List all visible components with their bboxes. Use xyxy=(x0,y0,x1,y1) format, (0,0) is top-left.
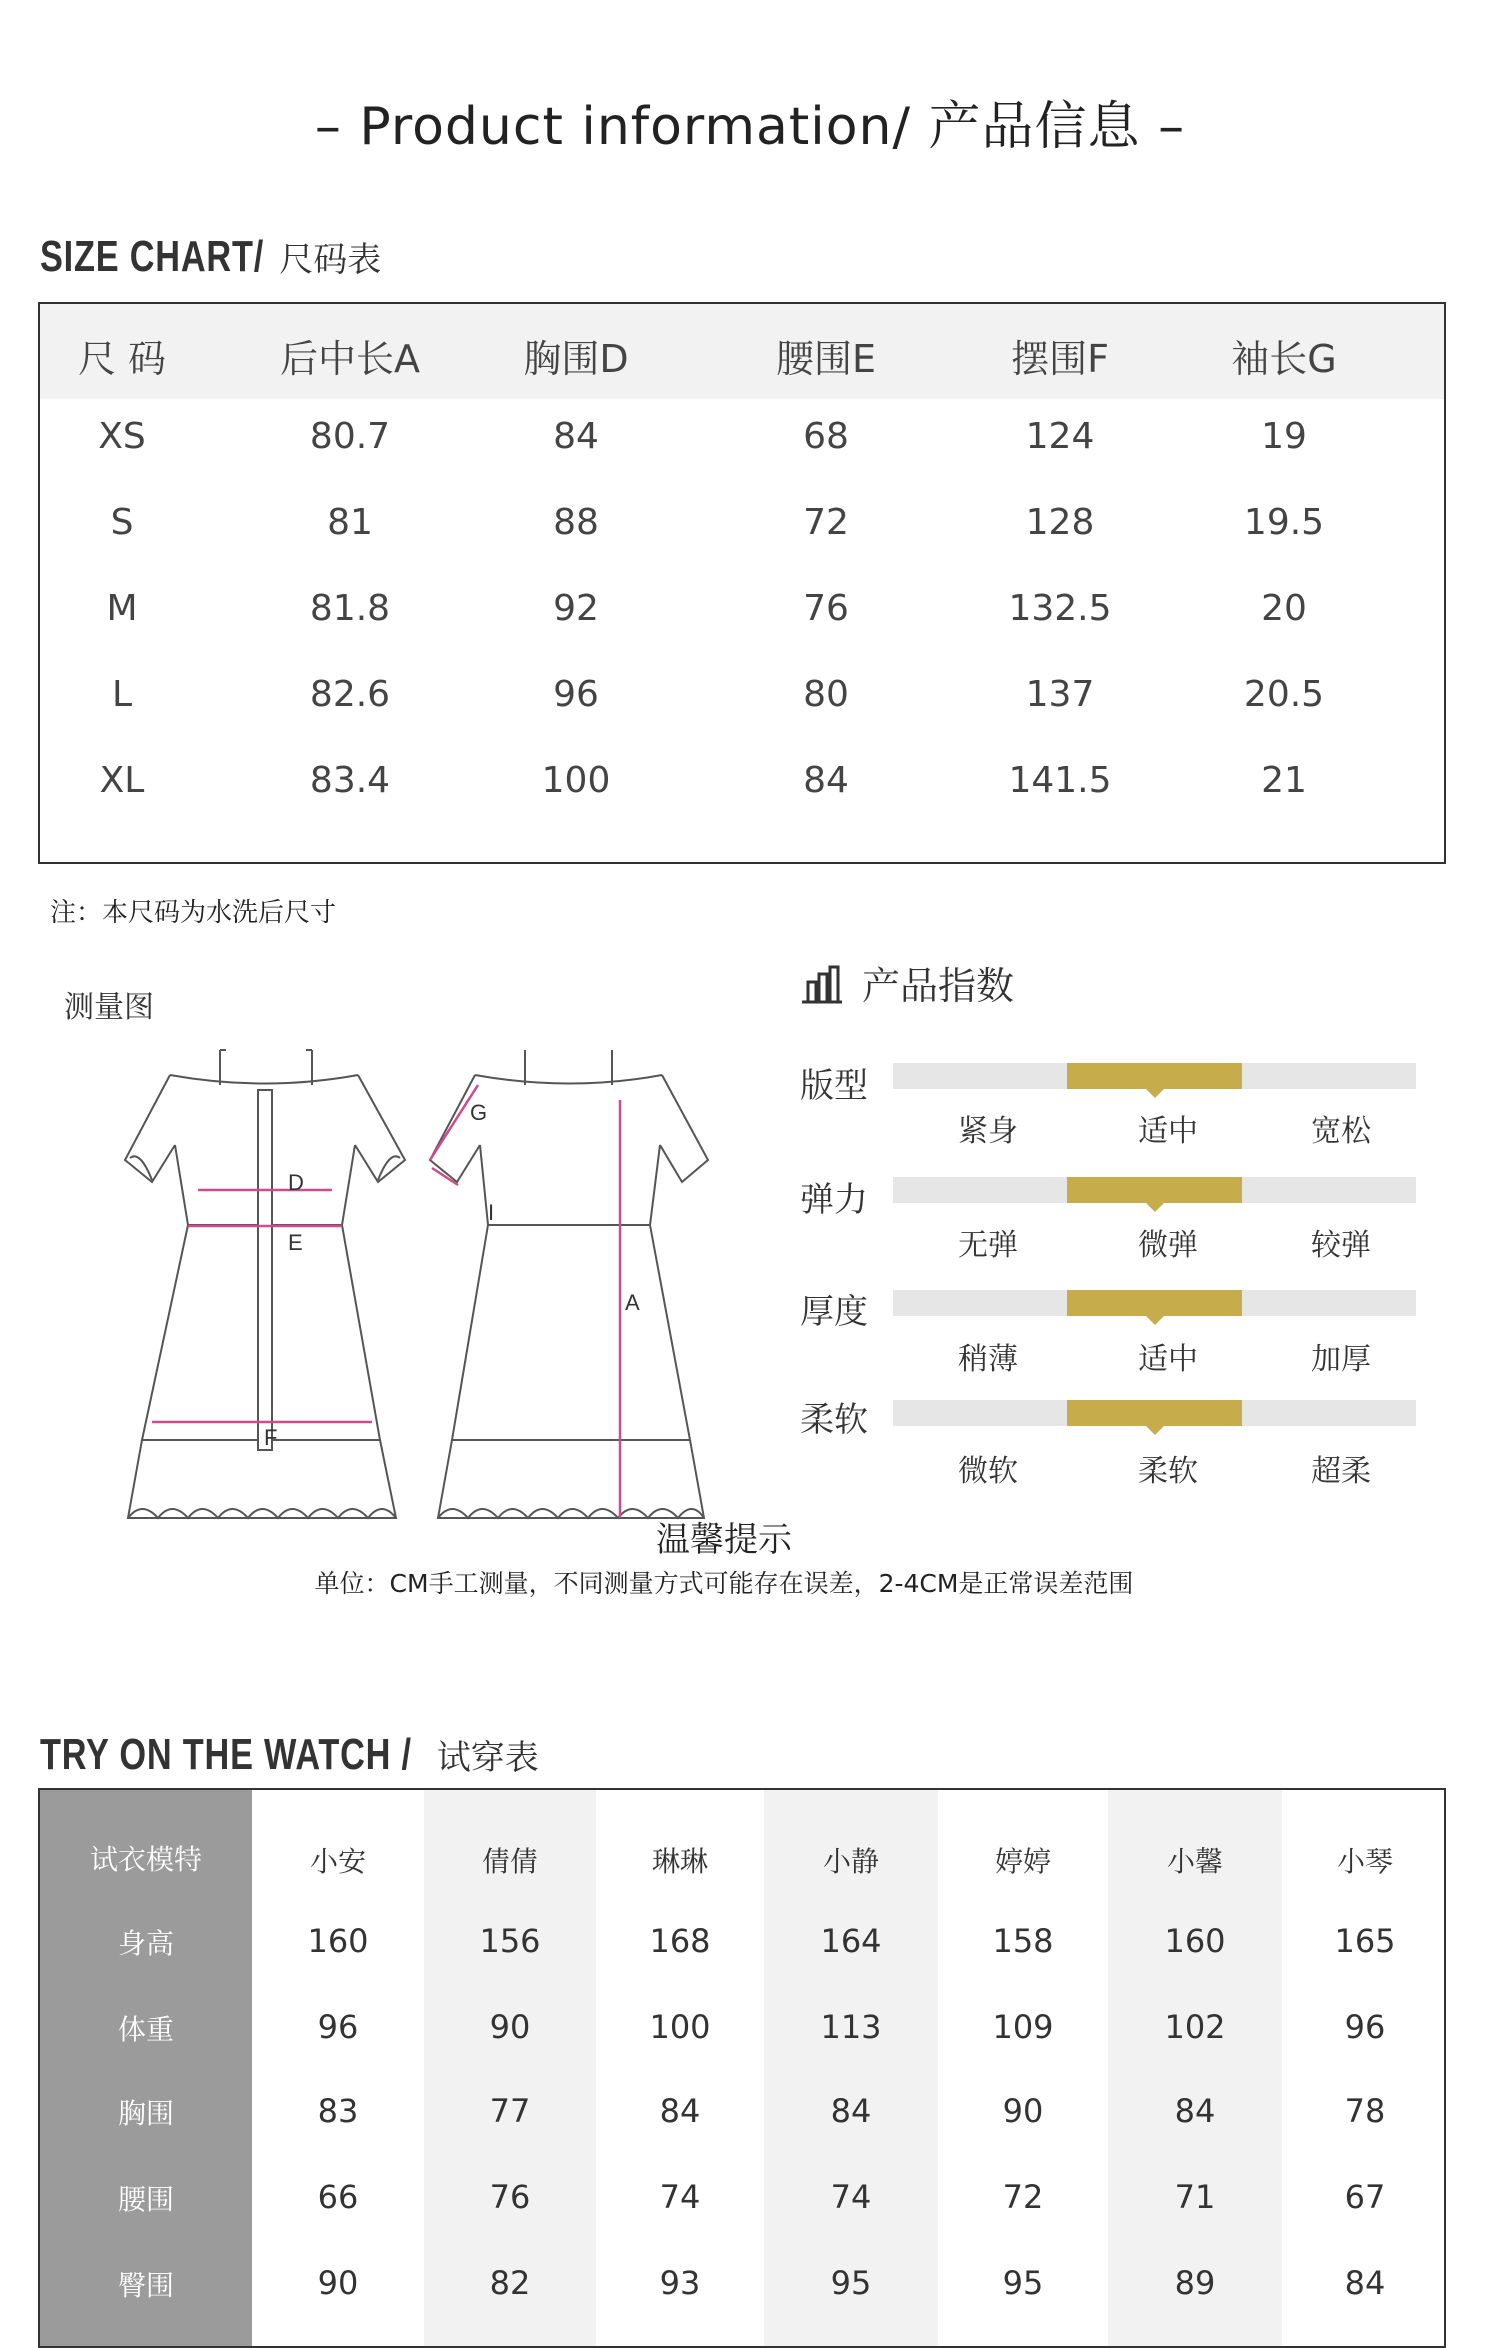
bar-chart-icon xyxy=(800,964,844,1013)
try-on-model-name: 婷婷 xyxy=(994,1845,1051,1878)
index-bar-pointer xyxy=(1146,1203,1164,1212)
marker-f: F xyxy=(264,1425,278,1450)
index-label: 柔软 xyxy=(800,1400,868,1440)
index-label: 厚度 xyxy=(800,1292,868,1332)
index-label: 弹力 xyxy=(800,1180,868,1220)
try-on-value: 72 xyxy=(1002,2178,1044,2216)
try-on-value: 100 xyxy=(649,2008,711,2046)
index-bar xyxy=(893,1177,1416,1203)
try-on-value: 109 xyxy=(992,2008,1054,2046)
try-on-row-label: 臀围 xyxy=(117,2269,174,2302)
try-on-model-column xyxy=(764,1790,938,2348)
index-option: 适中 xyxy=(1138,1342,1198,1377)
measure-lines xyxy=(152,1085,620,1518)
index-bar-fill xyxy=(1067,1400,1241,1426)
try-on-value: 158 xyxy=(992,1922,1054,1960)
try-on-value: 82 xyxy=(489,2264,531,2302)
size-note: 注：本尺码为水洗后尺寸 xyxy=(50,898,337,928)
measurement-diagram xyxy=(100,1030,780,1520)
size-cell: 100 xyxy=(541,760,611,801)
size-cell: 84 xyxy=(553,416,599,457)
try-on-value: 78 xyxy=(1344,2092,1386,2130)
index-bar xyxy=(893,1063,1416,1089)
size-cell: 76 xyxy=(803,588,849,629)
measure-diagram-label: 测量图 xyxy=(64,990,154,1025)
size-chart-table xyxy=(38,302,1446,864)
try-on-value: 168 xyxy=(649,1922,711,1960)
size-cell: 141.5 xyxy=(1008,760,1112,801)
try-on-value: 74 xyxy=(659,2178,701,2216)
index-option: 紧身 xyxy=(958,1114,1018,1149)
index-option: 加厚 xyxy=(1311,1342,1371,1377)
size-cell: 19 xyxy=(1261,416,1307,457)
marker-i: I xyxy=(488,1200,495,1225)
try-on-value: 84 xyxy=(1344,2264,1386,2302)
try-on-value: 84 xyxy=(659,2092,701,2130)
size-cell: 20 xyxy=(1261,588,1307,629)
size-cell: 83.4 xyxy=(309,760,391,801)
try-on-value: 90 xyxy=(1002,2092,1044,2130)
size-cell: 72 xyxy=(803,502,849,543)
index-option: 超柔 xyxy=(1311,1454,1371,1489)
size-cell: 80 xyxy=(803,674,849,715)
size-cell: 20.5 xyxy=(1243,674,1325,715)
try-on-model-name: 小安 xyxy=(309,1845,366,1878)
size-cell: L xyxy=(111,674,133,715)
try-on-value: 96 xyxy=(1344,2008,1386,2046)
try-on-model-column xyxy=(1108,1790,1282,2348)
size-cell: 81 xyxy=(327,502,373,543)
index-bar-fill xyxy=(1067,1177,1241,1203)
size-cell: 128 xyxy=(1025,502,1095,543)
try-on-model-name: 倩倩 xyxy=(481,1845,538,1878)
try-on-model-column xyxy=(596,1790,764,2348)
index-option: 稍薄 xyxy=(958,1342,1018,1377)
try-on-model-column xyxy=(1282,1790,1446,2348)
size-cell: 124 xyxy=(1025,416,1095,457)
try-on-value: 89 xyxy=(1174,2264,1216,2302)
try-on-model-name: 琳琳 xyxy=(651,1845,708,1878)
tip-text: 单位：CM手工测量，不同测量方式可能存在误差，2-4CM是正常误差范围 xyxy=(314,1569,1134,1598)
try-on-value: 84 xyxy=(1174,2092,1216,2130)
index-option: 较弹 xyxy=(1311,1228,1371,1263)
index-bar-pointer xyxy=(1146,1316,1164,1325)
try-on-row-label: 身高 xyxy=(117,1927,174,1960)
size-cell: 92 xyxy=(553,588,599,629)
marker-g: G xyxy=(470,1100,488,1125)
marker-d: D xyxy=(288,1170,304,1195)
try-on-label-column xyxy=(40,1790,252,2348)
try-on-model-name: 小静 xyxy=(822,1845,879,1878)
try-on-model-column xyxy=(424,1790,596,2348)
index-bar-pointer xyxy=(1146,1426,1164,1435)
try-on-value: 96 xyxy=(317,2008,359,2046)
try-on-heading-zh: 试穿表 xyxy=(436,1738,539,1778)
size-cell: 80.7 xyxy=(309,416,391,457)
marker-a: A xyxy=(625,1290,640,1315)
try-on-value: 160 xyxy=(1164,1922,1226,1960)
try-on-model-name: 小琴 xyxy=(1336,1845,1393,1878)
try-on-value: 90 xyxy=(489,2008,531,2046)
try-on-value: 93 xyxy=(659,2264,701,2302)
size-cell: 81.8 xyxy=(309,588,391,629)
try-on-value: 160 xyxy=(307,1922,369,1960)
product-index-title xyxy=(800,955,1014,1013)
try-on-value: 67 xyxy=(1344,2178,1386,2216)
size-col-header: 胸围D xyxy=(523,337,629,381)
size-chart-heading xyxy=(40,232,381,282)
size-cell: 137 xyxy=(1025,674,1095,715)
try-on-model-column xyxy=(252,1790,424,2348)
tip-title: 温馨提示 xyxy=(656,1520,792,1560)
index-bar xyxy=(893,1400,1416,1426)
index-option: 无弹 xyxy=(958,1228,1018,1263)
size-chart-header-row xyxy=(40,304,1444,399)
try-on-table xyxy=(38,1788,1446,2348)
size-cell: 132.5 xyxy=(1008,588,1112,629)
try-on-value: 74 xyxy=(830,2178,872,2216)
size-cell: XS xyxy=(98,416,146,457)
size-cell: XL xyxy=(99,760,145,801)
size-chart-heading-en: SIZE CHART/ xyxy=(40,232,265,281)
try-on-value: 164 xyxy=(820,1922,882,1960)
try-on-value: 84 xyxy=(830,2092,872,2130)
size-cell: 96 xyxy=(553,674,599,715)
size-col-header: 尺 码 xyxy=(77,337,167,381)
size-cell: 68 xyxy=(803,416,849,457)
try-on-value: 95 xyxy=(1002,2264,1044,2302)
try-on-value: 83 xyxy=(317,2092,359,2130)
index-option: 柔软 xyxy=(1138,1454,1198,1489)
size-col-header: 后中长A xyxy=(280,337,420,381)
index-label: 版型 xyxy=(800,1066,868,1106)
size-cell: 88 xyxy=(553,502,599,543)
index-bar xyxy=(893,1290,1416,1316)
index-option: 宽松 xyxy=(1311,1114,1371,1149)
try-on-value: 156 xyxy=(479,1922,541,1960)
index-option: 微弹 xyxy=(1138,1228,1198,1263)
size-cell: M xyxy=(106,588,138,629)
try-on-row-label: 胸围 xyxy=(117,2097,174,2130)
index-bar-fill xyxy=(1067,1063,1241,1089)
try-on-value: 90 xyxy=(317,2264,359,2302)
index-option: 适中 xyxy=(1138,1114,1198,1149)
try-on-model-name: 小馨 xyxy=(1166,1845,1223,1878)
try-on-value: 66 xyxy=(317,2178,359,2216)
index-option: 微软 xyxy=(958,1454,1018,1489)
try-on-value: 71 xyxy=(1174,2178,1216,2216)
page-title: – Product information/ 产品信息 – xyxy=(314,97,1186,157)
size-cell: 21 xyxy=(1261,760,1307,801)
size-col-header: 摆围F xyxy=(1011,337,1109,381)
try-on-value: 77 xyxy=(489,2092,531,2130)
try-on-value: 95 xyxy=(830,2264,872,2302)
try-on-value: 76 xyxy=(489,2178,531,2216)
try-on-heading xyxy=(40,1730,539,1780)
try-on-row-label: 试衣模特 xyxy=(89,1843,202,1876)
product-index-label: 产品指数 xyxy=(862,964,1015,1008)
size-cell: 82.6 xyxy=(309,674,391,715)
size-col-header: 袖长G xyxy=(1231,337,1337,381)
marker-e: E xyxy=(288,1230,303,1255)
size-col-header: 腰围E xyxy=(775,337,877,381)
try-on-row-label: 体重 xyxy=(117,2013,174,2046)
try-on-value: 102 xyxy=(1164,2008,1226,2046)
size-chart-heading-zh: 尺码表 xyxy=(279,240,382,280)
index-bar-fill xyxy=(1067,1290,1241,1316)
try-on-heading-en: TRY ON THE WATCH / xyxy=(40,1730,412,1779)
size-cell: 19.5 xyxy=(1243,502,1325,543)
index-bar-pointer xyxy=(1146,1089,1164,1098)
size-cell: 84 xyxy=(803,760,849,801)
try-on-value: 165 xyxy=(1334,1922,1396,1960)
try-on-row-label: 腰围 xyxy=(117,2183,174,2216)
try-on-value: 113 xyxy=(820,2008,882,2046)
size-cell: S xyxy=(110,502,134,543)
try-on-model-column xyxy=(938,1790,1108,2348)
